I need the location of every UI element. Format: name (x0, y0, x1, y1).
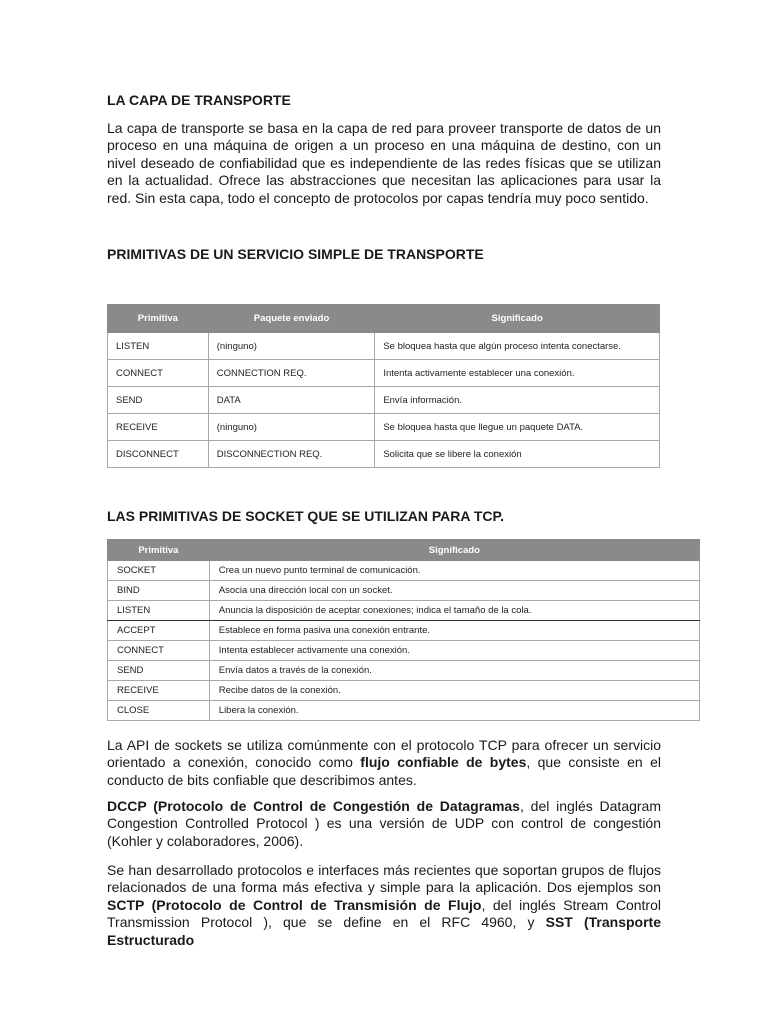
cell-meaning: Solicita que se libere la conexión (375, 441, 660, 468)
cell-primitive: CONNECT (108, 641, 210, 661)
header-paquete-enviado: Paquete enviado (208, 305, 375, 333)
cell-primitive: SOCKET (108, 561, 210, 581)
cell-packet: (ninguno) (208, 333, 375, 360)
sctp-paragraph (107, 862, 661, 949)
table-row (108, 360, 660, 387)
section-heading-socket-primitives: LAS PRIMITIVAS DE SOCKET QUE SE UTILIZAN PARA TCP. (107, 508, 504, 524)
dccp-text-bold: DCCP (Protocolo de Control de Congestión de Datagramas (107, 798, 520, 814)
table-header-row (108, 305, 660, 333)
cell-primitive: ACCEPT (108, 621, 210, 641)
cell-meaning: Envía datos a través de la conexión. (209, 661, 699, 681)
sst-text-bold: SST (Transporte Estructurado (107, 914, 661, 948)
table-row (108, 387, 660, 414)
header-significado: Significado (375, 305, 660, 333)
cell-primitive: CLOSE (108, 701, 210, 721)
table-row (108, 333, 660, 360)
cell-primitive: RECEIVE (108, 414, 209, 441)
cell-primitive: DISCONNECT (108, 441, 209, 468)
cell-meaning: Envía información. (375, 387, 660, 414)
table-row (108, 701, 700, 721)
dccp-paragraph (107, 798, 661, 850)
cell-primitive: BIND (108, 581, 210, 601)
cell-meaning: Intenta establecer activamente una conexión. (209, 641, 699, 661)
cell-packet: CONNECTION REQ. (208, 360, 375, 387)
table-header-row (108, 540, 700, 561)
table-row (108, 681, 700, 701)
api-text-start: La API de sockets se utiliza comúnmente con el protocolo TCP para ofrecer un servicio orientado a conexión, conocido como (107, 737, 661, 771)
cell-primitive: SEND (108, 387, 209, 414)
api-text-bold: flujo confiable de bytes (360, 754, 527, 771)
api-text-end: , que consiste en el conducto de bits confiable que describimos antes. (107, 754, 661, 788)
cell-packet: (ninguno) (208, 414, 375, 441)
cell-primitive: SEND (108, 661, 210, 681)
cell-meaning: Intenta activamente establecer una conexión. (375, 360, 660, 387)
cell-meaning: Crea un nuevo punto terminal de comunicación. (209, 561, 699, 581)
header-primitiva: Primitiva (108, 540, 210, 561)
sockets-api-paragraph (107, 737, 661, 789)
transport-layer-paragraph: La capa de transporte se basa en la capa de red para proveer transporte de datos de un proceso en una máquina de origen a un proceso en una máquina de destino, con un nivel deseado de confiabilidad que es independiente de las redes físicas que se utilizan en la actualidad. Ofrece las abstracciones que necesitan las aplicaciones para usar la red. Sin esta capa, todo el concepto de protocolos por capas tendría muy poco sentido. (107, 120, 661, 206)
section-heading-simple-primitives: PRIMITIVAS DE UN SERVICIO SIMPLE DE TRANSPORTE (107, 246, 484, 262)
sctp-text-middle: , del inglés Stream Control Transmission Protocol ), que se define en el RFC 4960, y (107, 896, 661, 931)
cell-meaning: Recibe datos de la conexión. (209, 681, 699, 701)
table-row (108, 621, 700, 641)
table-row (108, 561, 700, 581)
cell-primitive: CONNECT (108, 360, 209, 387)
cell-meaning: Se bloquea hasta que algún proceso intenta conectarse. (375, 333, 660, 360)
cell-meaning: Se bloquea hasta que llegue un paquete DATA. (375, 414, 660, 441)
header-primitiva: Primitiva (108, 305, 209, 333)
cell-packet: DATA (208, 387, 375, 414)
cell-meaning: Establece en forma pasiva una conexión entrante. (209, 621, 699, 641)
cell-meaning: Libera la conexión. (209, 701, 699, 721)
cell-primitive: LISTEN (108, 601, 210, 621)
sctp-text-bold: SCTP (Protocolo de Control de Transmisión de Flujo (107, 896, 482, 913)
cell-packet: DISCONNECTION REQ. (208, 441, 375, 468)
dccp-text-end: , del inglés Datagram Congestion Controlled Protocol ) es una versión de UDP con control de congestión (Kohler y colaboradores, 2006). (107, 798, 661, 849)
section-heading-transport-layer: LA CAPA DE TRANSPORTE (107, 92, 291, 108)
socket-primitives-table (107, 539, 700, 721)
cell-primitive: LISTEN (108, 333, 209, 360)
cell-primitive: RECEIVE (108, 681, 210, 701)
table-row (108, 414, 660, 441)
cell-meaning: Asocia una dirección local con un socket. (209, 581, 699, 601)
simple-primitives-table (107, 304, 660, 468)
sctp-text-start: Se han desarrollado protocolos e interfaces más recientes que soportan grupos de flujos relacionados de una forma más efectiva y simple para la aplicación. Dos ejemplos son (107, 862, 661, 896)
header-significado: Significado (209, 540, 699, 561)
cell-meaning: Anuncia la disposición de aceptar conexiones; indica el tamaño de la cola. (209, 601, 699, 621)
table-row (108, 441, 660, 468)
table-row (108, 581, 700, 601)
table-row (108, 661, 700, 681)
table-row (108, 641, 700, 661)
table-row (108, 601, 700, 621)
